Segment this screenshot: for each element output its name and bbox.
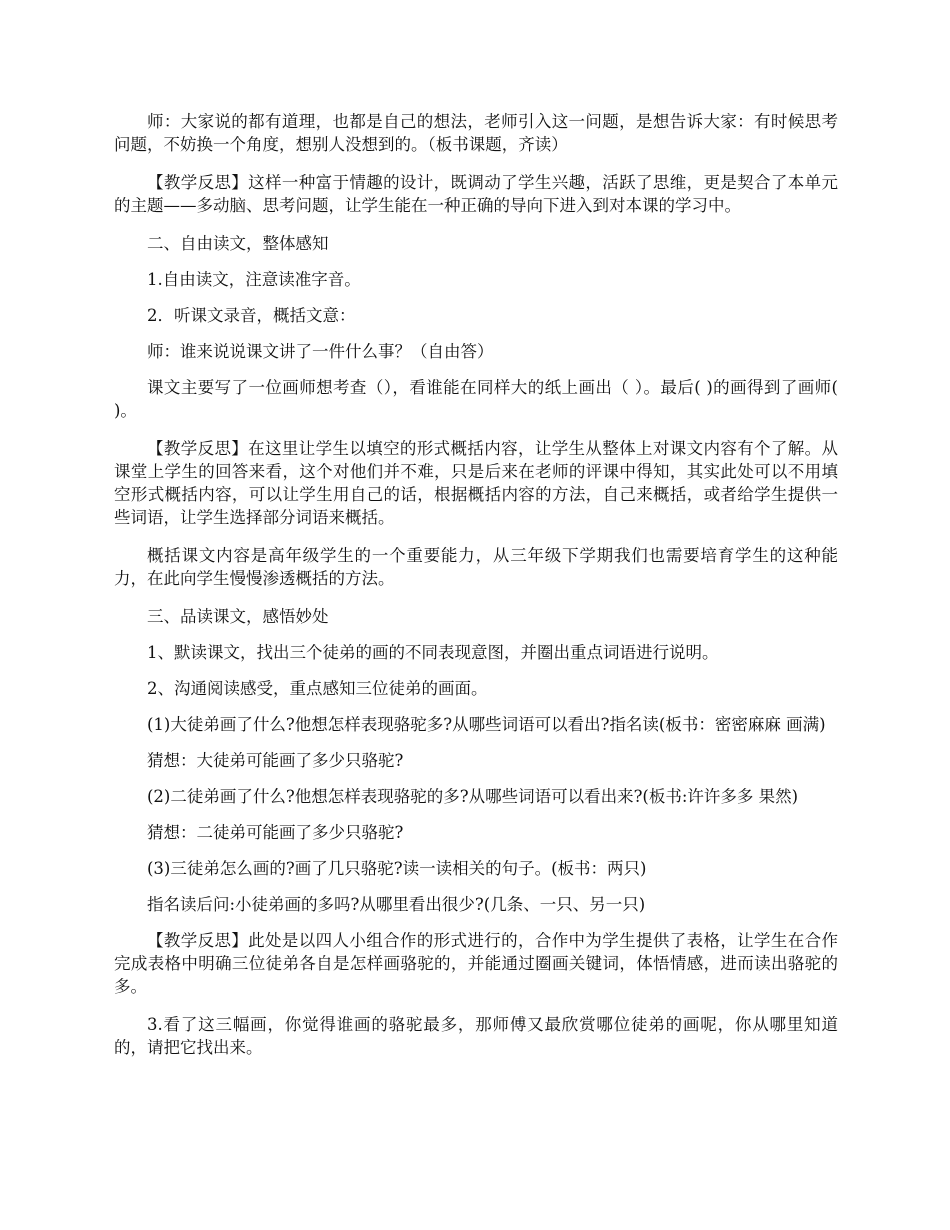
paragraph: 2、沟通阅读感受，重点感知三位徒弟的画面。 [147, 679, 488, 698]
paragraph: 猜想：二徒弟可能画了多少只骆驼? [147, 823, 404, 842]
paragraph: 指名读后问:小徒弟画的多吗?从哪里看出很少?(几条、一只、另一只) [147, 895, 646, 914]
section-heading: 三、品读课文，感悟妙处 [147, 607, 329, 626]
section-heading: 二、自由读文，整体感知 [147, 234, 329, 253]
paragraph: 师：谁来说说课文讲了一件什么事？（自由答） [147, 342, 494, 361]
paragraph: 概括课文内容是高年级学生的一个重要能力，从三年级下学期我们也需要培育学生的这种能力，在此向学生慢慢渗透概括的方法。 [114, 546, 838, 588]
paragraph: (1)大徒弟画了什么?他想怎样表现骆驼多?从哪些词语可以看出?指名读(板书：密密麻麻 画满) [147, 715, 826, 734]
paragraph: 3.看了这三幅画，你觉得谁画的骆驼最多，那师傅又最欣赏哪位徒弟的画呢，你从哪里知道的，请把它找出来。 [114, 1015, 838, 1057]
paragraph: 2．听课文录音，概括文意： [147, 306, 356, 325]
paragraph: 猜想：大徒弟可能画了多少只骆驼? [147, 751, 404, 770]
paragraph: (3)三徒弟怎么画的?画了几只骆驼?读一读相关的句子。(板书：两只) [147, 859, 647, 878]
paragraph: 1.自由读文，注意读准字音。 [147, 270, 361, 289]
reflection-paragraph: 【教学反思】在这里让学生以填空的形式概括内容，让学生从整体上对课文内容有个了解。从课堂上学生的回答来看，这个对他们并不难，只是后来在老师的评课中得知，其实此处可以不用填空形式概括内容，可以让学生用自己的话，根据概括内容的方法，自己来概括，或者给学生提供一些词语，让学生选择部分词语来概括。 [114, 439, 838, 527]
paragraph: (2)二徒弟画了什么?他想怎样表现骆驼的多?从哪些词语可以看出来?(板书:许许多多 果然) [147, 787, 799, 806]
document-body [114, 110, 838, 1059]
paragraph: 师：大家说的都有道理，也都是自己的想法，老师引入这一问题，是想告诉大家：有时候思考问题，不妨换一个角度，想别人没想到的。（板书课题，齐读） [114, 112, 838, 154]
paragraph: 课文主要写了一位画师想考查（），看谁能在同样大的纸上画出（ ）。最后( )的画得到了画师( )。 [114, 378, 838, 420]
reflection-paragraph: 【教学反思】此处是以四人小组合作的形式进行的，合作中为学生提供了表格，让学生在合作完成表格中明确三位徒弟各自是怎样画骆驼的，并能通过圈画关键词，体悟情感，进而读出骆驼的多。 [114, 931, 838, 996]
reflection-paragraph: 【教学反思】这样一种富于情趣的设计，既调动了学生兴趣，活跃了思维，更是契合了本单元的主题——多动脑、思考问题，让学生能在一种正确的导向下进入到对本课的学习中。 [114, 173, 838, 215]
paragraph: 1、默读课文，找出三个徒弟的画的不同表现意图，并圈出重点词语进行说明。 [147, 643, 719, 662]
